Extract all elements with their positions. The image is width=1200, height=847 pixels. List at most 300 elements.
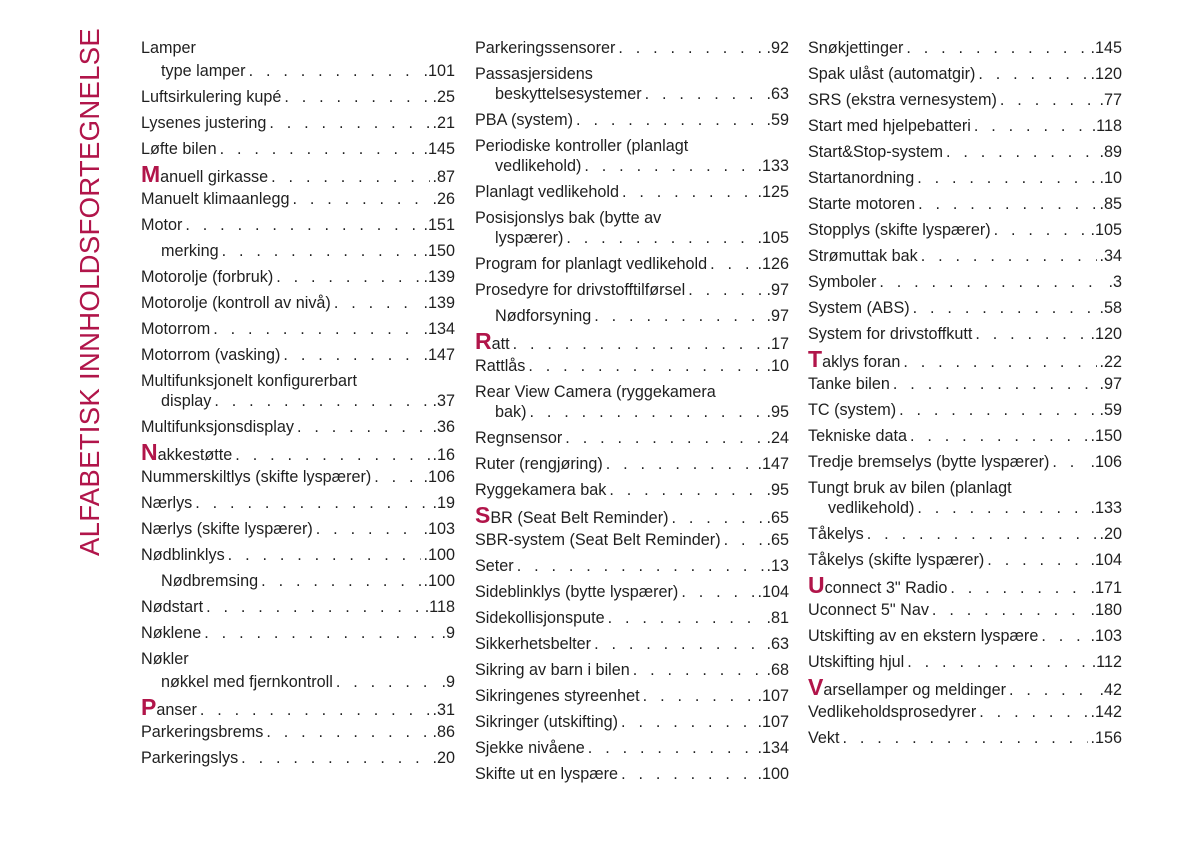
dot-leader: [903, 352, 1097, 372]
dot-leader: [622, 182, 755, 202]
dot-leader: [204, 623, 439, 643]
index-page-number: .139: [423, 268, 455, 286]
index-entry-line: [808, 116, 1122, 136]
index-entry-line: [808, 702, 1122, 722]
index-entry: [141, 623, 455, 643]
index-page-number: .134: [757, 739, 789, 757]
dot-leader: [206, 597, 423, 617]
index-entry: [808, 550, 1122, 570]
index-entry: [475, 208, 789, 248]
dot-leader: [530, 402, 765, 422]
index-entry-line: [808, 728, 1122, 748]
section-letter: N: [141, 439, 158, 465]
dot-leader: [921, 246, 1098, 266]
index-entry-line: [475, 228, 789, 248]
index-entry-text: Starte motoren: [808, 195, 916, 213]
dot-leader: [950, 578, 1088, 598]
index-entry: [808, 626, 1122, 646]
index-entry: [808, 298, 1122, 318]
dot-leader: [843, 728, 1089, 748]
index-entry-text: Nødstart: [141, 598, 204, 616]
index-entry-line: [141, 722, 455, 742]
index-entry: [475, 64, 789, 104]
index-page-number: .100: [423, 546, 455, 564]
index-page-number: .145: [423, 140, 455, 158]
dot-leader: [271, 167, 430, 187]
index-entry-line: [475, 306, 789, 326]
index-page-number: .31: [432, 701, 455, 719]
index-entry-text: Motorolje (forbruk): [141, 268, 274, 286]
index-entry-text-cont: vedlikehold): [495, 157, 582, 175]
index-entry: [141, 189, 455, 209]
index-entry-text: Nødblinklys: [141, 546, 225, 564]
index-page-number: .105: [757, 229, 789, 247]
index-entry: [808, 728, 1122, 748]
index-entry-heading: Lamper: [141, 39, 196, 57]
index-page-number: .150: [423, 242, 455, 260]
index-page-number: .180: [1090, 601, 1122, 619]
index-entry-line: [141, 139, 455, 159]
index-entry-text: Sidekollisjonspute: [475, 609, 605, 627]
index-entry-text: Skifte ut en lyspære: [475, 765, 619, 783]
index-entry: [475, 502, 789, 528]
index-entry: [141, 241, 455, 261]
dot-leader: [284, 87, 430, 107]
index-entry-line: [141, 189, 455, 209]
index-entry-line: [808, 220, 1122, 240]
index-entry-text: Sjekke nivåene: [475, 739, 585, 757]
dot-leader: [528, 356, 764, 376]
index-entry-text: Nødbremsing: [161, 572, 259, 590]
index-entry-text: Prosedyre for drivstofftilførsel: [475, 281, 686, 299]
index-entry-line: [808, 168, 1122, 188]
index-entry: [141, 597, 455, 617]
index-entry-text: connect 3" Radio: [824, 579, 948, 597]
index-page-number: .112: [1091, 653, 1122, 671]
index-entry: [475, 764, 789, 784]
index-entry-line: [808, 400, 1122, 420]
index-entry-text: type lamper: [161, 62, 246, 80]
dot-leader: [609, 480, 764, 500]
index-entry-text: Parkeringssensorer: [475, 39, 616, 57]
index-entry-text: Seter: [475, 557, 514, 575]
index-page-number: .20: [432, 749, 455, 767]
index-entry: [808, 374, 1122, 394]
dot-leader: [994, 220, 1089, 240]
index-entry: [141, 649, 455, 669]
section-letter: P: [141, 694, 157, 720]
index-entry-line: [141, 672, 455, 692]
index-page-number: .20: [1099, 525, 1122, 543]
index-entry: [808, 324, 1122, 344]
index-entry-line: [141, 417, 455, 437]
index-entry-text: anuell girkasse: [160, 168, 269, 186]
index-entry-line: [475, 764, 789, 784]
index-page-number: .85: [1099, 195, 1122, 213]
index-page-number: .81: [766, 609, 789, 627]
index-entry-line: [475, 686, 789, 706]
index-page-number: .9: [441, 673, 455, 691]
index-page-number: .21: [432, 114, 455, 132]
index-entry-text: Startanordning: [808, 169, 915, 187]
dot-leader: [200, 700, 431, 720]
index-page-number: .26: [432, 190, 455, 208]
index-entry-line: [808, 600, 1122, 620]
index-entry-text: Nummerskiltlys (skifte lyspærer): [141, 468, 372, 486]
index-page-number: .171: [1090, 579, 1122, 597]
index-page-number: .63: [766, 635, 789, 653]
index-entry-text: BR (Seat Belt Reminder): [490, 509, 669, 527]
index-page-number: .87: [432, 168, 455, 186]
index-entry: [141, 113, 455, 133]
index-page-number: .10: [1099, 169, 1122, 187]
dot-leader: [932, 600, 1089, 620]
index-page-number: .105: [1090, 221, 1122, 239]
dot-leader: [566, 228, 755, 248]
index-entry-line: [808, 652, 1122, 672]
dot-leader: [1000, 90, 1098, 110]
index-entry: [808, 64, 1122, 84]
index-entry-line: [475, 480, 789, 500]
index-entry: [475, 356, 789, 376]
index-entry-text: Rattlås: [475, 357, 526, 375]
index-entry: [141, 571, 455, 591]
dot-leader: [978, 64, 1088, 84]
index-page-number: .97: [766, 281, 789, 299]
index-entry-line: [475, 254, 789, 274]
index-entry-line: [808, 324, 1122, 344]
index-page-number: .77: [1099, 91, 1122, 109]
index-entry: [475, 738, 789, 758]
dot-leader: [606, 454, 756, 474]
index-page-number: .107: [757, 713, 789, 731]
index-page-number: .97: [766, 307, 789, 325]
index-entry: [475, 660, 789, 680]
index-entry-text-cont: lyspærer): [495, 229, 564, 247]
index-entry-text: Motor: [141, 216, 183, 234]
index-entry: [808, 524, 1122, 544]
dot-leader: [645, 84, 765, 104]
index-entry-text: akkestøtte: [157, 446, 233, 464]
dot-leader: [185, 215, 421, 235]
index-entry-line: [808, 246, 1122, 266]
index-entry: [141, 545, 455, 565]
index-entry-line: [808, 426, 1122, 446]
dot-leader: [946, 142, 1098, 162]
index-entry: [141, 161, 455, 187]
index-entry-text: Utskifting hjul: [808, 653, 905, 671]
index-entry: [808, 194, 1122, 214]
index-entry-text: SRS (ekstra vernesystem): [808, 91, 997, 109]
index-entry: [808, 142, 1122, 162]
index-entry-text: Periodiske kontroller (planlagt: [475, 137, 689, 155]
index-entry-line: [475, 582, 789, 602]
dot-leader: [724, 530, 765, 550]
index-entry: [475, 686, 789, 706]
dot-leader: [907, 652, 1089, 672]
index-page-number: .63: [766, 85, 789, 103]
index-entry-line: [475, 608, 789, 628]
index-page-number: .147: [423, 346, 455, 364]
index-entry-line: [808, 572, 1122, 598]
index-entry-text: Motorolje (kontroll av nivå): [141, 294, 331, 312]
index-entry-line: [475, 454, 789, 474]
index-entry: [141, 672, 455, 692]
dot-leader: [906, 38, 1088, 58]
index-entry-text: Parkeringsbrems: [141, 723, 264, 741]
dot-leader: [517, 556, 765, 576]
index-entry: [141, 293, 455, 313]
index-entry-text: Sideblinklys (bytte lyspærer): [475, 583, 679, 601]
section-letter: T: [808, 346, 823, 372]
index-page-number: .13: [766, 557, 789, 575]
index-page-number: .25: [432, 88, 455, 106]
index-page-number: .19: [432, 494, 455, 512]
dot-leader: [633, 660, 765, 680]
index-entry-text: anser: [156, 701, 197, 719]
index-entry: [141, 87, 455, 107]
index-entry: [475, 328, 789, 354]
index-page-number: .142: [1090, 703, 1122, 721]
index-entry-line: [808, 626, 1122, 646]
index-entry: [141, 439, 455, 465]
dot-leader: [621, 712, 755, 732]
index-entry-text: aklys foran: [822, 353, 901, 371]
index-entry-text: nøkkel med fjernkontroll: [161, 673, 333, 691]
index-page-number: .156: [1090, 729, 1122, 747]
index-page-number: .125: [757, 183, 789, 201]
dot-leader: [297, 417, 431, 437]
index-entry-text: Passasjersidens: [475, 65, 593, 83]
index-entry-line: [475, 328, 789, 354]
dot-leader: [974, 116, 1090, 136]
index-entry-line: [141, 623, 455, 643]
index-page-number: .22: [1099, 353, 1122, 371]
index-entry: [141, 61, 455, 81]
index-entry-text: Uconnect 5" Nav: [808, 601, 929, 619]
index-entry: [808, 478, 1122, 518]
index-page-number: .101: [423, 62, 455, 80]
index-page-number: .151: [423, 216, 455, 234]
index-entry: [475, 110, 789, 130]
index-entry-line: [141, 694, 455, 720]
index-page-number: .34: [1099, 247, 1122, 265]
index-entry: [808, 272, 1122, 292]
index-page-number: .103: [423, 520, 455, 538]
index-page-number: .107: [757, 687, 789, 705]
index-entry-text: Utskifting av en ekstern lyspære: [808, 627, 1039, 645]
index-entry: [808, 426, 1122, 446]
dot-leader: [220, 139, 422, 159]
index-entry-text: Posisjonslys bak (bytte av: [475, 209, 662, 227]
index-entry-text: Motorrom: [141, 320, 211, 338]
index-entry-line: [808, 38, 1122, 58]
index-entry-line: [141, 161, 455, 187]
index-entry-line: [475, 156, 789, 176]
index-entry-text: Tåkelys (skifte lyspærer): [808, 551, 985, 569]
index-entry-line: [475, 402, 789, 422]
dot-leader: [336, 672, 440, 692]
index-entry-text: Nærlys (skifte lyspærer): [141, 520, 313, 538]
index-entry: [141, 371, 455, 411]
index-entry: [141, 215, 455, 235]
index-entry-line: [141, 113, 455, 133]
dot-leader: [681, 582, 755, 602]
index-page-number: .95: [766, 403, 789, 421]
dot-leader: [893, 374, 1098, 394]
index-entry-text: Spak ulåst (automatgir): [808, 65, 976, 83]
index-entry-line: [475, 556, 789, 576]
index-entry-line: [141, 345, 455, 365]
dot-leader: [276, 267, 421, 287]
index-entry-line: [475, 356, 789, 376]
index-entry-line: [475, 110, 789, 130]
index-page-number: .106: [1090, 453, 1122, 471]
index-entry: [141, 267, 455, 287]
index-side-title: [70, 27, 110, 557]
index-page-number: .126: [757, 255, 789, 273]
index-entry: [475, 712, 789, 732]
index-entry-line: [141, 545, 455, 565]
index-entry-text: Tredje bremselys (bytte lyspærer): [808, 453, 1050, 471]
dot-leader: [1041, 626, 1088, 646]
dot-leader: [241, 748, 430, 768]
dot-leader: [266, 722, 430, 742]
index-entry: [141, 38, 455, 58]
dot-leader: [228, 545, 422, 565]
dot-leader: [374, 467, 421, 487]
index-page-number: .97: [1099, 375, 1122, 393]
index-entry-text: Sikring av barn i bilen: [475, 661, 630, 679]
dot-leader: [513, 334, 765, 354]
dot-leader: [899, 400, 1097, 420]
dot-leader: [283, 345, 421, 365]
index-page-number: .36: [432, 418, 455, 436]
index-entry-line: [475, 428, 789, 448]
index-entry-line: [808, 142, 1122, 162]
index-entry-line: [141, 467, 455, 487]
index-entry-text: Symboler: [808, 273, 877, 291]
dot-leader: [688, 280, 764, 300]
index-entry: [808, 220, 1122, 240]
index-page-number: .89: [1099, 143, 1122, 161]
dot-leader: [594, 306, 764, 326]
dot-leader: [913, 298, 1098, 318]
index-entry-text: Ruter (rengjøring): [475, 455, 603, 473]
section-letter: M: [141, 161, 161, 187]
index-entry: [808, 702, 1122, 722]
index-entry-text: Start med hjelpebatteri: [808, 117, 971, 135]
index-page-number: .103: [1090, 627, 1122, 645]
index-entry: [475, 530, 789, 550]
index-entry-text: System (ABS): [808, 299, 910, 317]
dot-leader: [671, 508, 764, 528]
index-page-number: .104: [1090, 551, 1122, 569]
index-entry-text: Tanke bilen: [808, 375, 890, 393]
index-page-number: .145: [1090, 39, 1122, 57]
index-page-number: .120: [1090, 325, 1122, 343]
index-entry-line: [808, 272, 1122, 292]
index-page-number: .147: [757, 455, 789, 473]
index-entry: [475, 182, 789, 202]
dot-leader: [867, 524, 1098, 544]
index-entry-line: [141, 571, 455, 591]
index-entry-text: Sikkerhetsbelter: [475, 635, 592, 653]
index-page-number: .3: [1108, 273, 1122, 291]
index-entry-line: [141, 439, 455, 465]
index-page-number: .58: [1099, 299, 1122, 317]
index-page-number: .100: [757, 765, 789, 783]
index-entry-text: Vedlikeholdsprosedyrer: [808, 703, 977, 721]
index-column-2: [475, 38, 789, 790]
index-page-number: .9: [441, 624, 455, 642]
index-entry-line: [141, 61, 455, 81]
index-entry: [475, 582, 789, 602]
index-column-3: [808, 38, 1122, 754]
index-entry: [141, 345, 455, 365]
index-entry: [808, 652, 1122, 672]
index-entry-text: Snøkjettinger: [808, 39, 904, 57]
index-entry: [808, 90, 1122, 110]
index-entry-line: [808, 550, 1122, 570]
index-entry-text: Motorrom (vasking): [141, 346, 281, 364]
index-page-number: .106: [423, 468, 455, 486]
dot-leader: [235, 445, 430, 465]
index-entry: [475, 428, 789, 448]
index-entry-line: [141, 215, 455, 235]
index-entry-line: [475, 660, 789, 680]
index-entry: [475, 480, 789, 500]
index-entry: [475, 556, 789, 576]
index-entry: [141, 748, 455, 768]
dot-leader: [975, 324, 1088, 344]
section-letter: U: [808, 572, 825, 598]
index-entry: [475, 280, 789, 300]
index-entry-line: [141, 87, 455, 107]
index-entry-text: Strømuttak bak: [808, 247, 918, 265]
index-page-number: .118: [424, 598, 455, 616]
index-entry: [475, 254, 789, 274]
index-page-number: .16: [432, 446, 455, 464]
index-entry-line: [808, 90, 1122, 110]
index-entry: [808, 572, 1122, 598]
index-side-title-text: ALFABETISK INNHOLDSFORTEGNELSE: [74, 27, 106, 557]
dot-leader: [222, 241, 422, 261]
dot-leader: [576, 110, 764, 130]
index-entry-text: Planlagt vedlikehold: [475, 183, 619, 201]
index-entry: [141, 694, 455, 720]
index-entry: [475, 306, 789, 326]
index-page-number: .37: [432, 392, 455, 410]
dot-leader: [618, 38, 764, 58]
index-entry-text: att: [491, 335, 510, 353]
index-entry-line: [808, 64, 1122, 84]
index-entry-line: [808, 674, 1122, 700]
index-page-number: .133: [1090, 499, 1122, 517]
index-entry-line: [141, 391, 455, 411]
index-page-number: .92: [766, 39, 789, 57]
index-entry-text: Nødforsyning: [495, 307, 592, 325]
dot-leader: [917, 498, 1088, 518]
index-entry-text: merking: [161, 242, 219, 260]
index-entry-text: Luftsirkulering kupé: [141, 88, 282, 106]
index-entry-text: Tungt bruk av bilen (planlagt: [808, 479, 1012, 497]
index-entry: [808, 38, 1122, 58]
index-entry: [475, 634, 789, 654]
index-entry-text: Sikringer (utskifting): [475, 713, 619, 731]
index-entry-line: [475, 182, 789, 202]
index-entry-line: [808, 452, 1122, 472]
